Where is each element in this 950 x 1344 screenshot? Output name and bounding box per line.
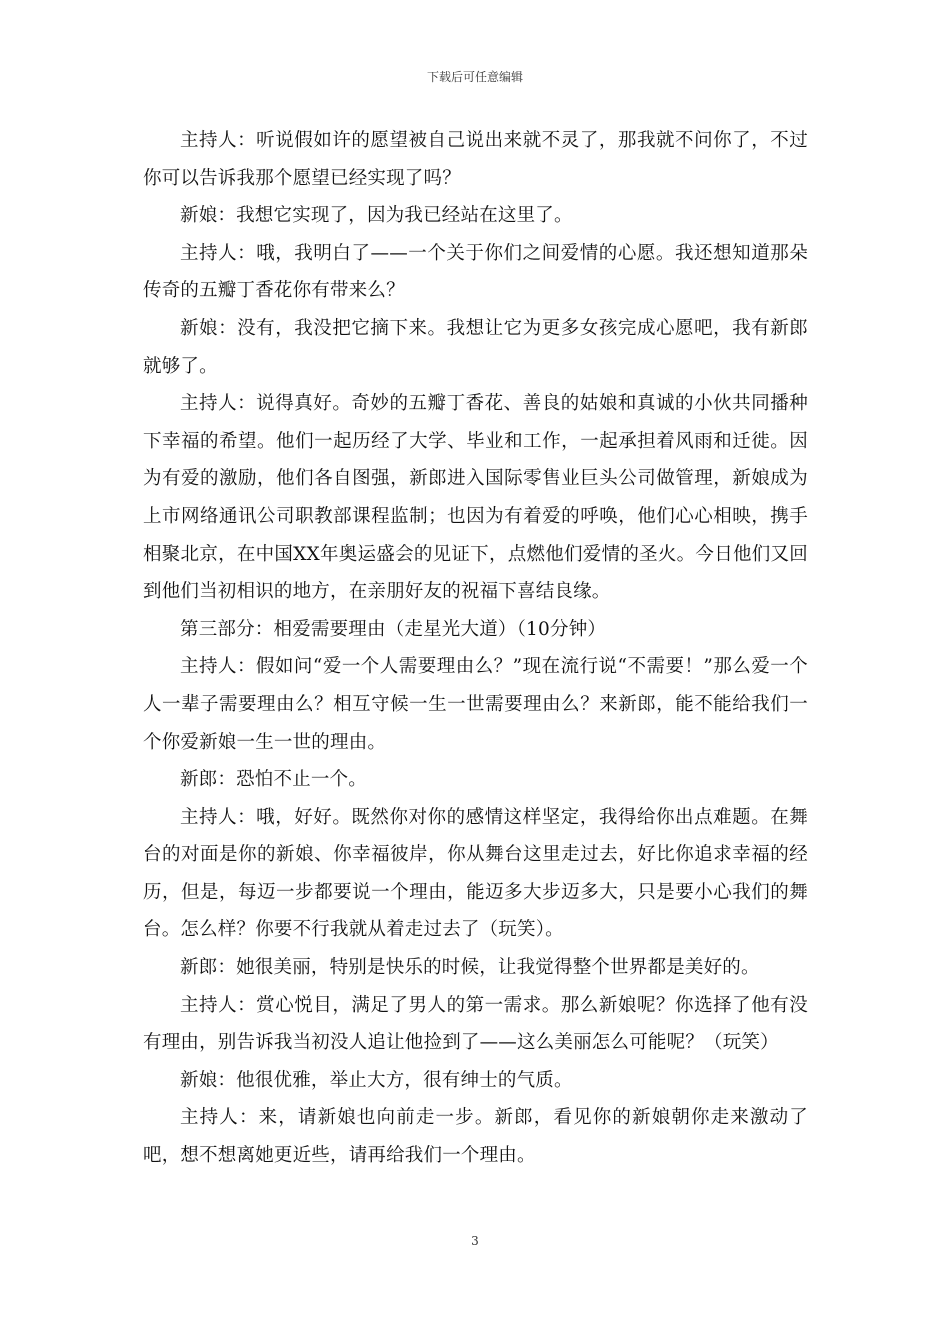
section-heading: 第三部分：相爱需要理由（走星光大道）（10分钟）	[180, 618, 607, 640]
paragraph: 新娘：他很优雅，举止大方，很有绅士的气质。	[180, 1069, 573, 1091]
page-header: 下载后可任意编辑	[426, 70, 523, 84]
paragraph: 主持人：赏心悦目，满足了男人的第一需求。那么新娘呢？你选择了他有没有理由，别告诉我当初没人追让他捡到了——这么美丽怎么可能呢？（玩笑）	[143, 994, 808, 1054]
paragraph: 新郎：恐怕不止一个。	[180, 769, 368, 791]
paragraph: 新娘：没有，我没把它摘下来。我想让它为更多女孩完成心愿吧，我有新郎就够了。	[143, 317, 808, 377]
paragraph: 新娘：我想它实现了，因为我已经站在这里了。	[180, 205, 573, 227]
paragraph: 主持人：哦，我明白了——一个关于你们之间爱情的心愿。我还想知道那朵传奇的五瓣丁香花你有带来么？	[143, 242, 808, 302]
paragraph: 主持人：来，请新娘也向前走一步。新郎，看见你的新娘朝你走来激动了吧，想不想离她更近些，请再给我们一个理由。	[143, 1107, 808, 1167]
page-number: 3	[471, 1234, 479, 1248]
paragraph: 主持人：说得真好。奇妙的五瓣丁香花、善良的姑娘和真诚的小伙共同播种下幸福的希望。他们一起历经了大学、毕业和工作，一起承担着风雨和迁徙。因为有爱的激励，他们各自图强，新郎进入国际零售业巨头公司做管理，新娘成为上市网络通讯公司职教部课程监制；也因为有着爱的呼唤，他们心心相映，携手相聚北京，在中国XX年奥运盛会的见证下，点燃他们爱情的圣火。今日他们又回到他们当初相识的地方，在亲朋好友的祝福下喜结良缘。	[143, 393, 808, 603]
paragraph: 主持人：哦，好好。既然你对你的感情这样坚定，我得给你出点难题。在舞台的对面是你的新娘、你幸福彼岸，你从舞台这里走过去，好比你追求幸福的经历，但是，每迈一步都要说一个理由，能迈多大步迈多大，只是要小心我们的舞台。怎么样？你要不行我就从着走过去了（玩笑）。	[143, 806, 808, 941]
paragraph: 主持人：假如问“爱一个人需要理由么？”现在流行说“不需要！”那么爱一个人一辈子需要理由么？相互守候一生一世需要理由么？来新郎，能不能给我们一个你爱新娘一生一世的理由。	[143, 656, 808, 753]
paragraph: 主持人：听说假如许的愿望被自己说出来就不灵了，那我就不问你了，不过你可以告诉我那个愿望已经实现了吗？	[143, 130, 808, 189]
paragraph: 新郎：她很美丽，特别是快乐的时候，让我觉得整个世界都是美好的。	[180, 957, 760, 979]
document-body	[143, 122, 808, 1175]
